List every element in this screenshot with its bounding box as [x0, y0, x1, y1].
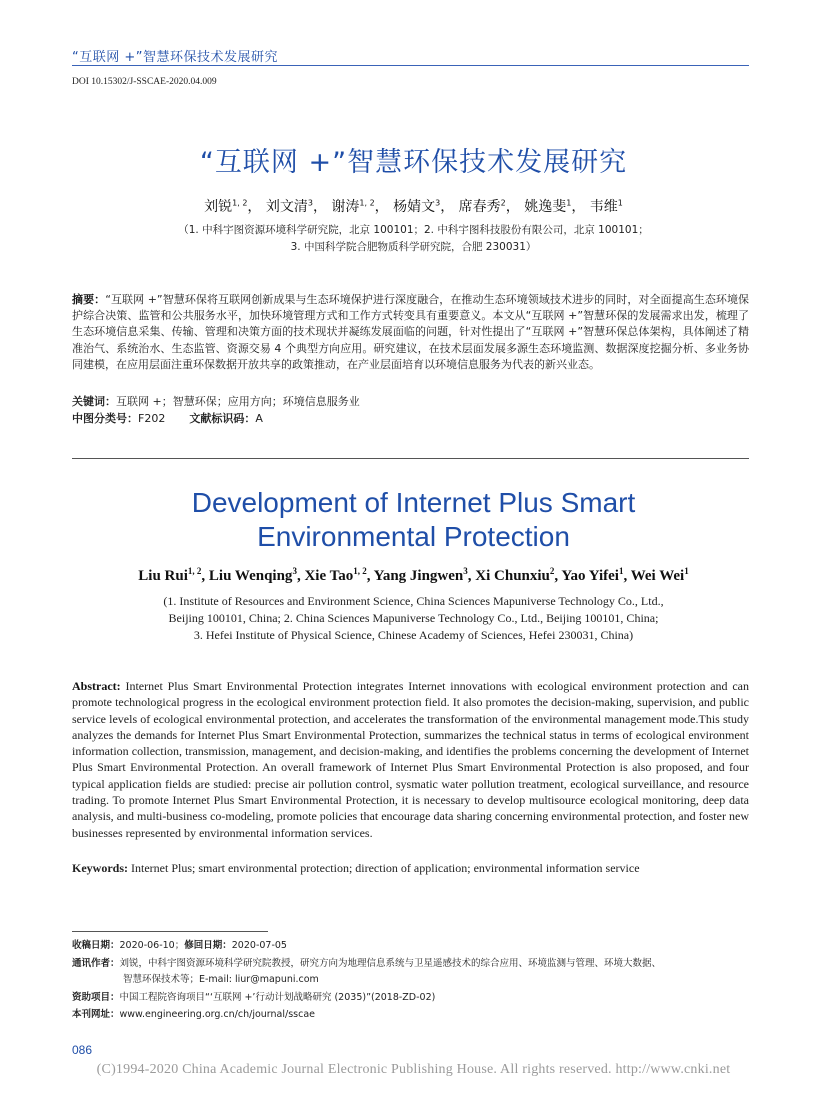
english-keywords — [72, 861, 749, 876]
author-separator: , — [366, 568, 374, 584]
author-affiliation-mark: 1 — [684, 566, 689, 576]
author-affiliation-mark: 1, 2 — [187, 566, 202, 576]
revised-value: 2020-07-05 — [231, 940, 287, 951]
author-affiliation-mark: 2 — [500, 198, 506, 208]
chinese-abstract-text: “互联网 +”智慧环保将互联网创新成果与生态环境保护进行深度融合，在推动生态环境领域技术进步的同时，对全面提高生态环境保护综合决策、监管和公共服务水平，加快环境管理方式和工作方式转变具有重要意义。本文从“互联网 +”智慧环保的发展需求出发，梳理了生态环境信息采集、传输、管理和决策方面的技术现状并凝练发展面临的问题，针对性提出了“互联网 +”智慧环保总体架构，具体阐述了精准治气、系统治水、生态监管、资源交易 4 个典型方向应用。研究建议，在技术层面发展多源生态环境监测、数据深度挖掘分析、多业务协同建模，在应用层面注重环保数据开放共享的政策推动，在产业层面培育以环境信息服务为代表的新兴业态。 — [72, 293, 750, 371]
author-affiliation-mark: 1 — [618, 566, 624, 576]
author-name: Liu Wenqing — [208, 568, 293, 584]
author-name: 谢涛 — [331, 199, 360, 215]
author-separator: , — [201, 568, 209, 584]
author-name: Yang Jingwen — [373, 568, 464, 584]
author-name: Wei Wei — [630, 568, 685, 584]
chinese-title: “互联网 +”智慧环保技术发展研究 — [199, 147, 628, 178]
footnote-dates: 收稿日期：2020-06-10；修回日期：2020-07-05 — [72, 940, 287, 951]
footnote-corresponding-author — [72, 956, 752, 971]
chinese-keywords — [72, 393, 360, 409]
footnote-rule — [72, 931, 268, 932]
english-authors — [0, 566, 827, 585]
author-name: 刘文清 — [265, 199, 308, 215]
page-number: 086 — [72, 1043, 93, 1057]
english-title-line-1: Development of Internet Plus Smart — [191, 487, 636, 518]
footnote-funding — [72, 990, 752, 1005]
english-abstract — [72, 678, 749, 841]
author-name: 刘锐 — [204, 199, 233, 215]
author-affiliation-mark: 1, 2 — [353, 566, 367, 576]
chinese-authors — [0, 196, 827, 216]
author-affiliation-mark: 3 — [307, 198, 313, 208]
revised-label: 修回日期： — [184, 940, 232, 951]
author-name: Xi Chunxiu — [475, 568, 550, 584]
english-keywords-text: Internet Plus; smart environmental protection; direction of application; environmental information service — [131, 861, 640, 875]
doc-code-value: A — [255, 412, 263, 425]
author-name: Xie Tao — [304, 568, 354, 584]
chinese-abstract-label: 摘要： — [72, 293, 106, 306]
english-affiliation-line-3: 3. Hefei Institute of Physical Science, Chinese Academy of Sciences, Hefei 230031, China) — [193, 628, 634, 642]
author-affiliation-mark: 1, 2 — [232, 198, 248, 208]
author-affiliation-mark: 1, 2 — [359, 198, 375, 208]
journal-url-label: 本刊网址： — [72, 1009, 120, 1020]
clc-label: 中图分类号： — [72, 412, 138, 425]
funding-label: 资助项目： — [72, 992, 120, 1003]
classification-line — [72, 410, 263, 426]
received-value: 2020-06-10 — [119, 940, 175, 951]
author-affiliation-mark: 1 — [617, 198, 623, 208]
author-name: Liu Rui — [138, 568, 188, 584]
author-separator: ， — [505, 199, 520, 215]
author-separator: , — [623, 568, 631, 584]
header-rule — [72, 65, 749, 66]
author-separator: ， — [571, 199, 586, 215]
english-abstract-text: Internet Plus Smart Environmental Protection integrates Internet innovations with ecological environment protection and can promote technological progress in the ecological environment protection field. It also promotes the decision-making, supervision, and public service levels of ecological environmental protection, and accelerates the transformation of the environmental management mode.This study analyzes the demands for Internet Plus Smart Environmental Protection, summarizes the technical status in terms of ecological environment information collection, transmission, management, and decision-making, and identifies the problems concerning the development of Internet Plus Smart Environmental Protection. An overall framework of Internet Plus Smart Environmental Protection is also proposed, and four typical application fields are studied: precise air pollution control, sysmatic water pollution treatment, ecological surveillance, and resource trading. To promote Internet Plus Smart Environmental Protection, it is necessary to develop multisource ecological monitoring, deep data analysis, and multi-business co-modeling, promote policies that encourage data sharing concerning environmental protection, and foster new businesses represented by environmental information services. — [72, 679, 750, 840]
funding-value: 中国工程院咨询项目“‘互联网 +’行动计划战略研究 (2035)”(2018-ZD-02) — [119, 992, 436, 1003]
english-title — [0, 486, 827, 554]
author-affiliation-mark: 3 — [292, 566, 297, 576]
author-affiliation-mark: 2 — [549, 566, 555, 576]
doi-line[interactable]: DOI 10.15302/J-SSCAE-2020.04.009 — [72, 77, 217, 87]
author-name: 席春秀 — [458, 199, 501, 215]
author-separator: , — [554, 568, 562, 584]
author-affiliation-mark: 3 — [435, 198, 441, 208]
doc-code-label: 文献标识码： — [189, 412, 256, 425]
corresponding-author-line-1: 刘锐，中科宇图资源环境科学研究院教授，研究方向为地理信息系统与卫星遥感技术的综合应用、环境监测与管理、环境大数据、 — [119, 958, 662, 969]
english-keywords-label: Keywords: — [72, 861, 128, 875]
author-affiliation-mark: 1 — [566, 198, 572, 208]
chinese-abstract — [72, 292, 749, 373]
chinese-affiliation-line-2: 3. 中国科学院合肥物质科学研究院，合肥 230031） — [290, 241, 537, 253]
author-name: 姚逸斐 — [524, 199, 567, 215]
journal-url-link[interactable]: www.engineering.org.cn/ch/journal/sscae — [119, 1009, 316, 1020]
author-separator: ， — [247, 199, 262, 215]
author-name: 韦维 — [589, 199, 618, 215]
chinese-keywords-text: 互联网 +；智慧环保；应用方向；环境信息服务业 — [116, 395, 360, 408]
author-separator: ， — [374, 199, 389, 215]
corresponding-author-label: 通讯作者： — [72, 958, 120, 969]
english-title-line-2: Environmental Protection — [257, 521, 570, 552]
footnote-journal-url — [72, 1007, 752, 1022]
cnki-watermark: (C)1994-2020 China Academic Journal Electronic Publishing House. All rights reserved. http://www.cnki.net — [96, 1062, 731, 1077]
clc-value: F202 — [138, 412, 166, 425]
footnote-corresponding-author-cont — [72, 972, 803, 987]
english-affiliation-line-1: (1. Institute of Resources and Environment Science, China Sciences Mapuniverse Technology Co., Ltd., — [163, 594, 664, 608]
author-separator: ， — [440, 199, 455, 215]
author-name: Yao Yifei — [561, 568, 619, 584]
received-label: 收稿日期： — [72, 940, 120, 951]
running-head: “互联网 +”智慧环保技术发展研究 — [72, 50, 278, 65]
author-separator: ， — [312, 199, 327, 215]
english-abstract-label: Abstract: — [72, 679, 121, 693]
corresponding-author-line-2: 智慧环保技术等；E-mail: liur@mapuni.com — [123, 974, 319, 985]
section-divider — [72, 458, 749, 459]
author-name: 杨婧文 — [393, 199, 436, 215]
english-affiliation-line-2: Beijing 100101, China; 2. China Sciences Mapuniverse Technology Co., Ltd., Beijing 100101, China; — [168, 611, 659, 625]
author-separator: , — [296, 568, 305, 584]
author-separator: , — [467, 568, 476, 584]
chinese-keywords-label: 关键词： — [72, 395, 116, 408]
author-affiliation-mark: 3 — [463, 566, 468, 576]
chinese-affiliation-line-1: （1. 中科宇图资源环境科学研究院，北京 100101；2. 中科宇图科技股份有限公司，北京 100101； — [178, 224, 649, 236]
